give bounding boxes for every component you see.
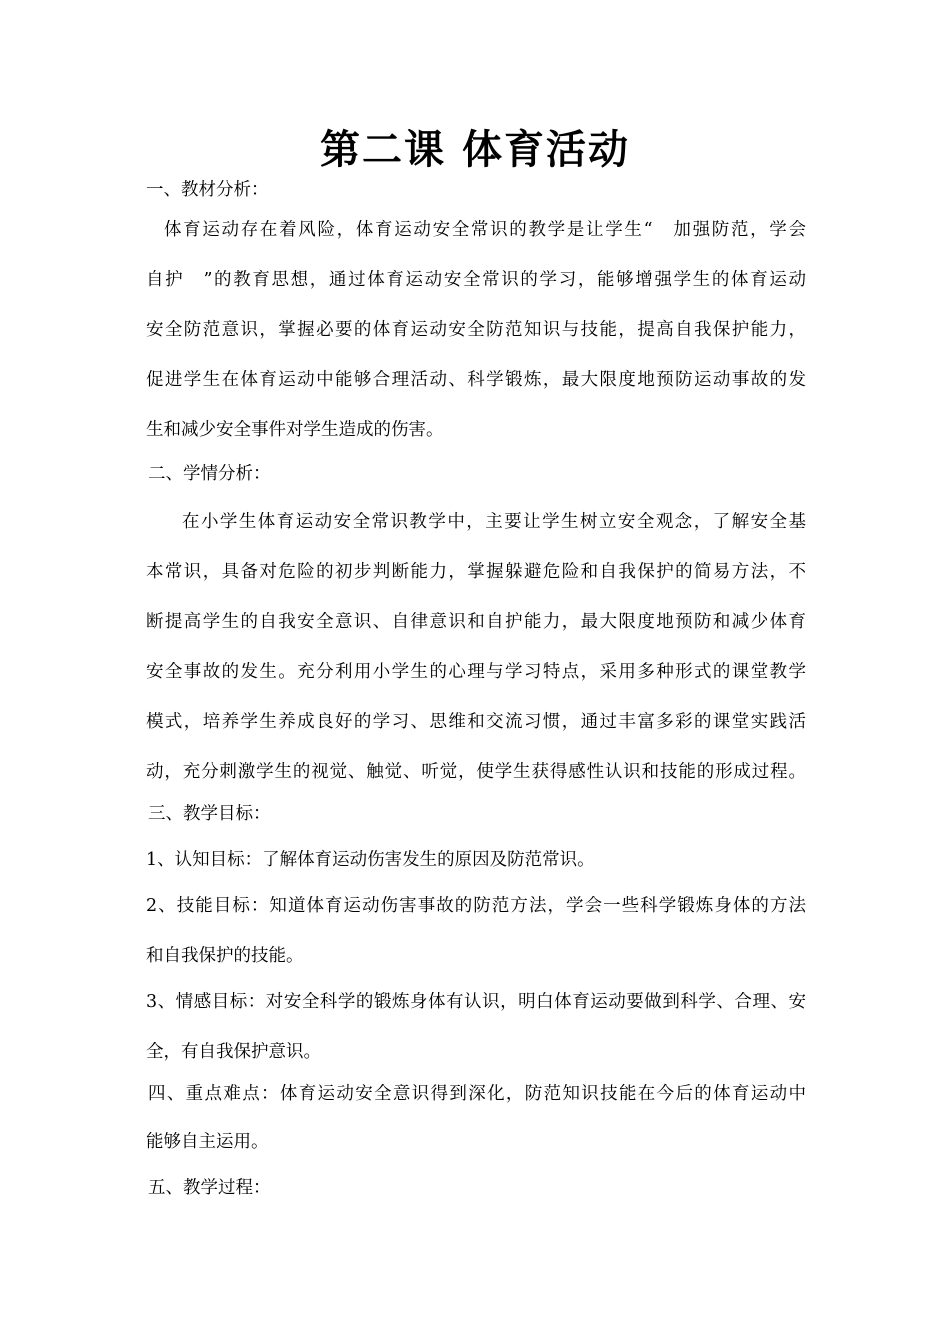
section-heading-student-analysis: 二、学情分析：: [148, 464, 271, 484]
goal-emotion-line: 全，有自我保护意识。: [146, 1042, 321, 1062]
paragraph-line: 生和减少安全事件对学生造成的伤害。: [146, 420, 444, 440]
paragraph-line: 安全防范意识，掌握必要的体育运动安全防范知识与技能，提高自我保护能力，: [146, 320, 806, 340]
section-heading-teaching-process: 五、教学过程：: [148, 1178, 271, 1198]
paragraph-line: 在小学生体育运动安全常识教学中，主要让学生树立安全观念，了解安全基: [182, 512, 806, 532]
section-heading-teaching-goals: 三、教学目标：: [148, 804, 271, 824]
goal-skill-line: 2、技能目标：知道体育运动伤害事故的防范方法，学会一些科学锻炼身体的方法: [146, 896, 806, 916]
paragraph-line: 自护 ”的教育思想，通过体育运动安全常识的学习，能够增强学生的体育运动: [146, 270, 806, 290]
paragraph-line: 促进学生在体育运动中能够合理活动、科学锻炼，最大限度地预防运动事故的发: [146, 370, 806, 390]
paragraph-line: 模式，培养学生养成良好的学习、思维和交流习惯，通过丰富多彩的课堂实践活: [146, 712, 806, 732]
page-title: 第二课 体育活动: [320, 127, 630, 173]
paragraph-line: 体育运动存在着风险，体育运动安全常识的教学是让学生“ 加强防范，学会: [164, 220, 806, 240]
goal-emotion-line: 3、情感目标：对安全科学的锻炼身体有认识，明白体育运动要做到科学、合理、安: [146, 992, 806, 1012]
section-heading-textbook-analysis: 一、教材分析：: [146, 180, 269, 200]
paragraph-line: 断提高学生的自我安全意识、自律意识和自护能力，最大限度地预防和减少体育: [146, 612, 806, 632]
paragraph-line: 本常识，具备对危险的初步判断能力，掌握躲避危险和自我保护的简易方法，不: [146, 562, 806, 582]
section-key-points-line: 四、重点难点：体育运动安全意识得到深化，防范知识技能在今后的体育运动中: [148, 1084, 806, 1104]
section-key-points-line: 能够自主运用。: [146, 1132, 269, 1152]
goal-cognitive: 1、认知目标：了解体育运动伤害发生的原因及防范常识。: [146, 850, 595, 870]
paragraph-line: 动，充分刺激学生的视觉、触觉、听觉，使学生获得感性认识和技能的形成过程。: [146, 762, 806, 782]
goal-skill-line: 和自我保护的技能。: [146, 946, 304, 966]
paragraph-line: 安全事故的发生。充分利用小学生的心理与学习特点，采用多种形式的课堂教学: [146, 662, 806, 682]
